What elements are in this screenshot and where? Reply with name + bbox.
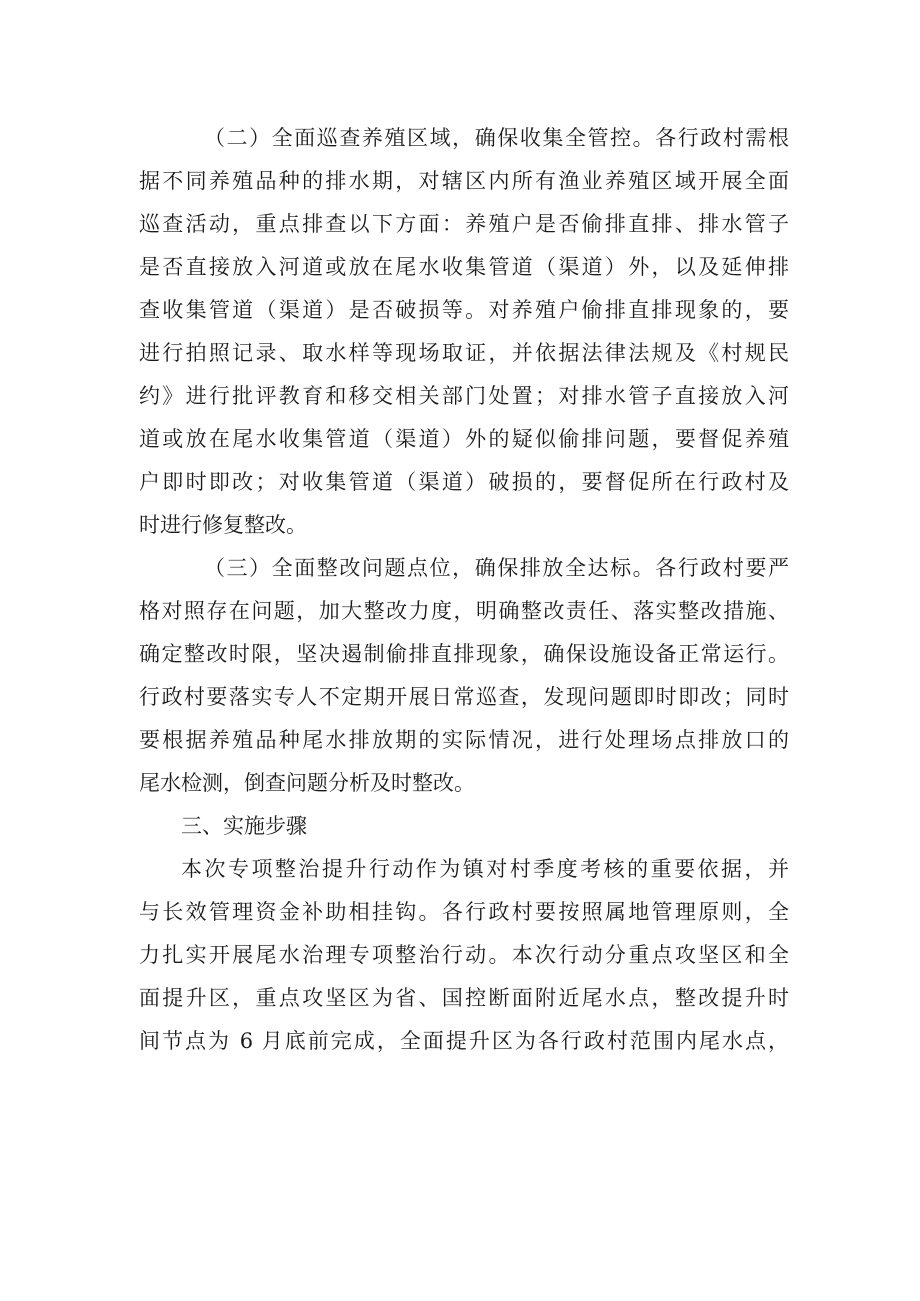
text-line: 据不同养殖品种的排水期，对辖区内所有渔业养殖区域开展全面: [139, 169, 789, 193]
text-line: 面提升区，重点攻坚区为省、国控断面附近尾水点，整改提升时: [139, 986, 789, 1010]
text-line: 确定整改时限，坚决遏制偷排直排现象，确保设施设备正常运行。: [139, 642, 789, 666]
text-line: 格对照存在问题，加大整改力度，明确整改责任、落实整改措施、: [139, 599, 789, 623]
text-line: 尾水检测，倒查问题分析及时整改。: [139, 771, 475, 795]
text-line: 时进行修复整改。: [139, 513, 307, 537]
document-body: [139, 117, 789, 1063]
text-line: 力扎实开展尾水治理专项整治行动。本次行动分重点攻坚区和全: [139, 943, 789, 967]
p-section-3: [139, 547, 789, 805]
text-line: 户即时即改；对收集管道（渠道）破损的，要督促所在行政村及: [139, 470, 789, 494]
text-line: 巡查活动，重点排查以下方面：养殖户是否偷排直排、排水管子: [139, 212, 789, 236]
p-heading-3: [139, 805, 789, 848]
p-steps: [139, 848, 789, 1063]
text-line: 要根据养殖品种尾水排放期的实际情况，进行处理场点排放口的: [139, 728, 789, 752]
text-line: 与长效管理资金补助相挂钩。各行政村要按照属地管理原则，全: [139, 900, 789, 924]
p-section-2: [139, 117, 789, 547]
text-line: （三）全面整改问题点位，确保排放全达标。各行政村要严: [204, 556, 789, 580]
text-line: 行政村要落实专人不定期开展日常巡查，发现问题即时即改；同时: [139, 685, 789, 709]
text-line: 查收集管道（渠道）是否破损等。对养殖户偷排直排现象的，要: [139, 298, 789, 322]
text-line: 三、实施步骤: [181, 814, 307, 838]
text-line: 是否直接放入河道或放在尾水收集管道（渠道）外，以及延伸排: [139, 255, 789, 279]
text-line: 进行拍照记录、取水样等现场取证，并依据法律法规及《村规民: [139, 341, 789, 365]
text-line: （二）全面巡查养殖区域，确保收集全管控。各行政村需根: [204, 126, 789, 150]
text-line: 本次专项整治提升行动作为镇对村季度考核的重要依据，并: [181, 857, 789, 881]
text-line: 间节点为 6 月底前完成，全面提升区为各行政村范围内尾水点，: [139, 1029, 789, 1053]
text-line: 道或放在尾水收集管道（渠道）外的疑似偷排问题，要督促养殖: [139, 427, 789, 451]
text-line: 约》进行批评教育和移交相关部门处置；对排水管子直接放入河: [139, 384, 789, 408]
